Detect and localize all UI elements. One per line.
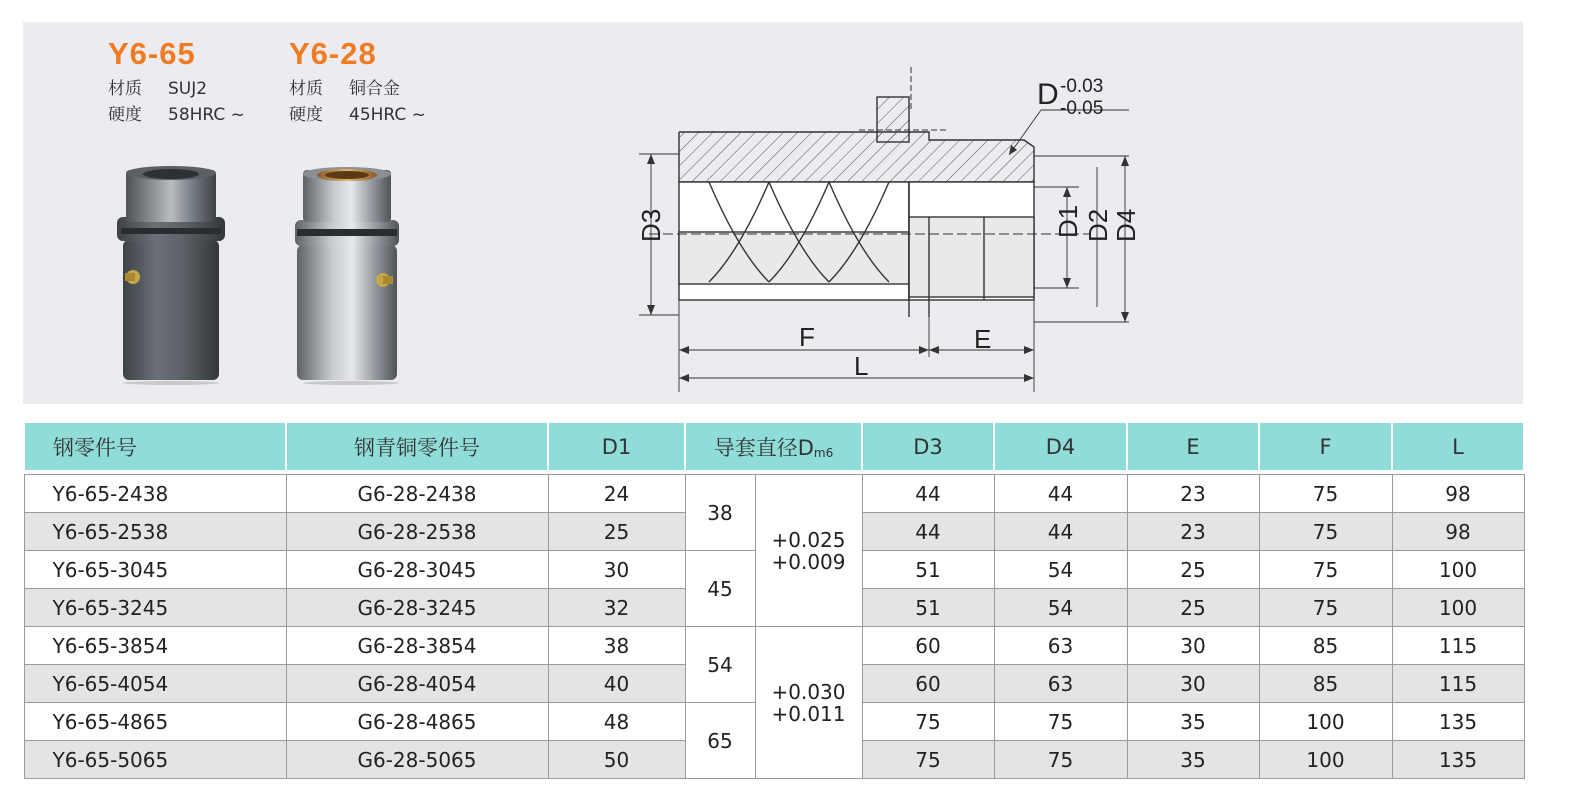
cell-l: 98	[1392, 475, 1524, 513]
tol-upper: -0.03	[1060, 76, 1104, 97]
cell-e: 35	[1127, 741, 1259, 779]
material-line	[289, 76, 426, 102]
cell-e: 25	[1127, 551, 1259, 589]
cell-steel: Y6-65-2438	[24, 475, 286, 513]
cell-d1: 24	[548, 475, 685, 513]
cell-steel: Y6-65-3854	[24, 627, 286, 665]
header-steel-part: 钢零件号	[24, 422, 286, 471]
cell-d4: 63	[994, 627, 1127, 665]
cell-bronze: G6-28-3245	[286, 589, 548, 627]
hardness-label: 硬度	[108, 105, 142, 125]
cell-e: 23	[1127, 513, 1259, 551]
table-row	[24, 475, 1524, 513]
product-y6-28	[289, 36, 426, 128]
cell-bronze: G6-28-2538	[286, 513, 548, 551]
hardness-value: 58HRC ~	[168, 105, 245, 125]
hardness-line	[108, 102, 245, 128]
label-d4: D4	[1111, 208, 1141, 242]
product-code: Y6-65	[108, 36, 196, 71]
cell-bronze: G6-28-3854	[286, 627, 548, 665]
material-value: 铜合金	[349, 79, 400, 99]
hardness-value: 45HRC ~	[349, 105, 426, 125]
cell-f: 100	[1259, 703, 1392, 741]
cell-f: 100	[1259, 741, 1392, 779]
cell-d4: 63	[994, 665, 1127, 703]
cell-d4: 54	[994, 589, 1127, 627]
cell-bronze: G6-28-2438	[286, 475, 548, 513]
product-code: Y6-28	[289, 36, 377, 71]
cell-steel: Y6-65-4054	[24, 665, 286, 703]
cell-d4: 44	[994, 513, 1127, 551]
cell-bronze: G6-28-4054	[286, 665, 548, 703]
label-d2: D2	[1083, 208, 1113, 242]
table-row	[24, 627, 1524, 665]
cell-e: 30	[1127, 627, 1259, 665]
cell-d1: 25	[548, 513, 685, 551]
cell-d4: 54	[994, 551, 1127, 589]
cell-l: 115	[1392, 627, 1524, 665]
cell-e: 30	[1127, 665, 1259, 703]
label-d3: D3	[636, 208, 666, 242]
cell-f: 75	[1259, 589, 1392, 627]
tol-letter: D	[1037, 78, 1059, 111]
material-label: 材质	[289, 79, 323, 99]
cell-f: 85	[1259, 627, 1392, 665]
cell-d3: 75	[862, 703, 994, 741]
material-value: SUJ2	[168, 79, 208, 99]
header-e: E	[1127, 422, 1259, 471]
header-d3: D3	[862, 422, 994, 471]
cell-l: 100	[1392, 551, 1524, 589]
cell-l: 98	[1392, 513, 1524, 551]
material-line	[108, 76, 245, 102]
cell-f: 75	[1259, 551, 1392, 589]
cell-d3: 60	[862, 665, 994, 703]
cell-d4: 44	[994, 475, 1127, 513]
table-header	[24, 422, 1524, 471]
cell-guide-diameter: 54	[685, 627, 755, 703]
spec-table	[23, 421, 1525, 779]
cell-f: 75	[1259, 475, 1392, 513]
technical-drawing	[609, 52, 1141, 402]
cell-steel: Y6-65-3045	[24, 551, 286, 589]
cell-tolerance: +0.025 +0.009	[755, 475, 862, 627]
cell-f: 85	[1259, 665, 1392, 703]
cell-l: 135	[1392, 741, 1524, 779]
tol-lower: -0.05	[1060, 98, 1104, 119]
material-label: 材质	[108, 79, 142, 99]
cell-guide-diameter: 45	[685, 551, 755, 627]
cell-guide-diameter: 65	[685, 703, 755, 779]
cell-d1: 48	[548, 703, 685, 741]
cell-d3: 44	[862, 475, 994, 513]
cell-l: 135	[1392, 703, 1524, 741]
cell-d3: 44	[862, 513, 994, 551]
cell-e: 23	[1127, 475, 1259, 513]
cell-d1: 38	[548, 627, 685, 665]
hardness-line	[289, 102, 426, 128]
cell-guide-diameter: 38	[685, 475, 755, 551]
cell-steel: Y6-65-4865	[24, 703, 286, 741]
product-y6-65	[108, 36, 245, 128]
bronze-bushing-photo	[291, 165, 411, 385]
label-l: L	[854, 351, 869, 381]
cell-l: 100	[1392, 589, 1524, 627]
cell-bronze: G6-28-5065	[286, 741, 548, 779]
header-d1: D1	[548, 422, 685, 471]
cell-d1: 40	[548, 665, 685, 703]
label-d1: D1	[1053, 204, 1083, 238]
cell-d1: 50	[548, 741, 685, 779]
label-f: F	[799, 322, 815, 352]
cell-steel: Y6-65-3245	[24, 589, 286, 627]
cell-e: 35	[1127, 703, 1259, 741]
cell-bronze: G6-28-4865	[286, 703, 548, 741]
cell-steel: Y6-65-2538	[24, 513, 286, 551]
cell-d3: 51	[862, 589, 994, 627]
cell-e: 25	[1127, 589, 1259, 627]
header-l: L	[1392, 422, 1524, 471]
header-bronze-part: 钢青铜零件号	[286, 422, 548, 471]
cell-d3: 75	[862, 741, 994, 779]
hardness-label: 硬度	[289, 105, 323, 125]
cell-l: 115	[1392, 665, 1524, 703]
cell-d1: 30	[548, 551, 685, 589]
cell-f: 75	[1259, 513, 1392, 551]
cell-bronze: G6-28-3045	[286, 551, 548, 589]
cell-steel: Y6-65-5065	[24, 741, 286, 779]
header-d4: D4	[994, 422, 1127, 471]
product-panel	[23, 22, 1523, 404]
cell-d3: 60	[862, 627, 994, 665]
steel-bushing-photo	[111, 165, 231, 385]
header-f: F	[1259, 422, 1392, 471]
flange-section	[679, 132, 1034, 182]
cell-d1: 32	[548, 589, 685, 627]
cell-d3: 51	[862, 551, 994, 589]
header-guide-diameter: 导套直径$D_{m6}$	[685, 422, 862, 471]
cell-d4: 75	[994, 741, 1127, 779]
cell-tolerance: +0.030 +0.011	[755, 627, 862, 779]
label-e: E	[974, 324, 992, 354]
cell-d4: 75	[994, 703, 1127, 741]
